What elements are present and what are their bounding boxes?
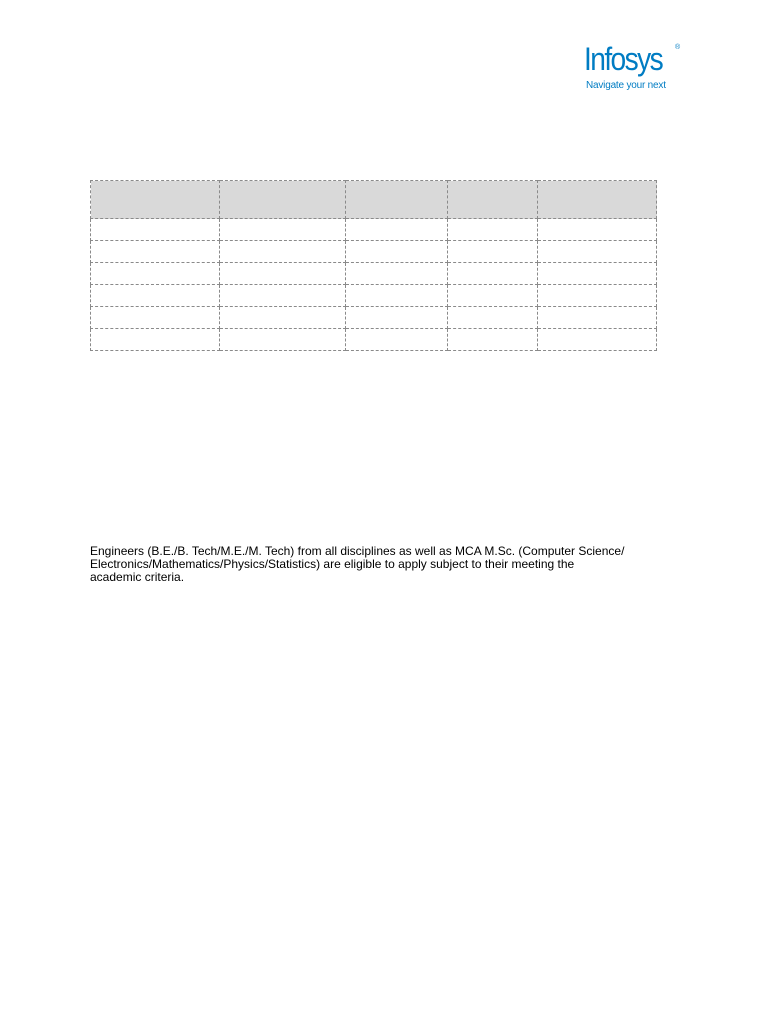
table-row — [91, 263, 657, 285]
table-cell — [448, 329, 538, 351]
table-header-cell — [91, 181, 220, 219]
table-row — [91, 285, 657, 307]
infosys-logo — [584, 41, 684, 95]
table-cell — [538, 329, 657, 351]
table-row — [91, 219, 657, 241]
table-cell — [538, 263, 657, 285]
table-cell — [91, 241, 220, 263]
table-header-row — [91, 181, 657, 219]
registered-mark: ® — [675, 44, 681, 51]
table-cell — [220, 241, 346, 263]
table-cell — [346, 241, 448, 263]
eligibility-line: academic criteria. — [90, 570, 185, 584]
eligibility-line: Engineers (B.E./B. Tech/M.E./M. Tech) from all disciplines as well as MCA M.Sc. (Computer Science/ — [90, 544, 625, 558]
table-header-cell — [538, 181, 657, 219]
table-cell — [538, 285, 657, 307]
table-cell — [448, 307, 538, 329]
logo-tagline: Navigate your next — [586, 80, 666, 91]
table-cell — [538, 219, 657, 241]
table-cell — [91, 285, 220, 307]
table-cell — [220, 263, 346, 285]
table-cell — [220, 219, 346, 241]
table-header-cell — [346, 181, 448, 219]
table-row — [91, 241, 657, 263]
table-header-cell — [220, 181, 346, 219]
table-cell — [346, 285, 448, 307]
table-cell — [91, 219, 220, 241]
table-cell — [448, 219, 538, 241]
table-row — [91, 307, 657, 329]
table-cell — [448, 263, 538, 285]
eligibility-line: Electronics/Mathematics/Physics/Statistics) are eligible to apply subject to their meeting the — [90, 557, 575, 571]
table-row — [91, 329, 657, 351]
table-cell — [91, 263, 220, 285]
table-cell — [91, 307, 220, 329]
table-cell — [346, 219, 448, 241]
table-cell — [220, 285, 346, 307]
table-cell — [448, 285, 538, 307]
table-cell — [220, 307, 346, 329]
table-header-cell — [448, 181, 538, 219]
table-cell — [91, 329, 220, 351]
table-cell — [448, 241, 538, 263]
data-table — [90, 180, 657, 351]
table-cell — [346, 329, 448, 351]
table-cell — [346, 263, 448, 285]
table-cell — [220, 329, 346, 351]
table-cell — [538, 241, 657, 263]
table-cell — [538, 307, 657, 329]
logo-wordmark: Infosys — [584, 41, 663, 77]
eligibility-paragraph — [90, 545, 670, 584]
table-cell — [346, 307, 448, 329]
